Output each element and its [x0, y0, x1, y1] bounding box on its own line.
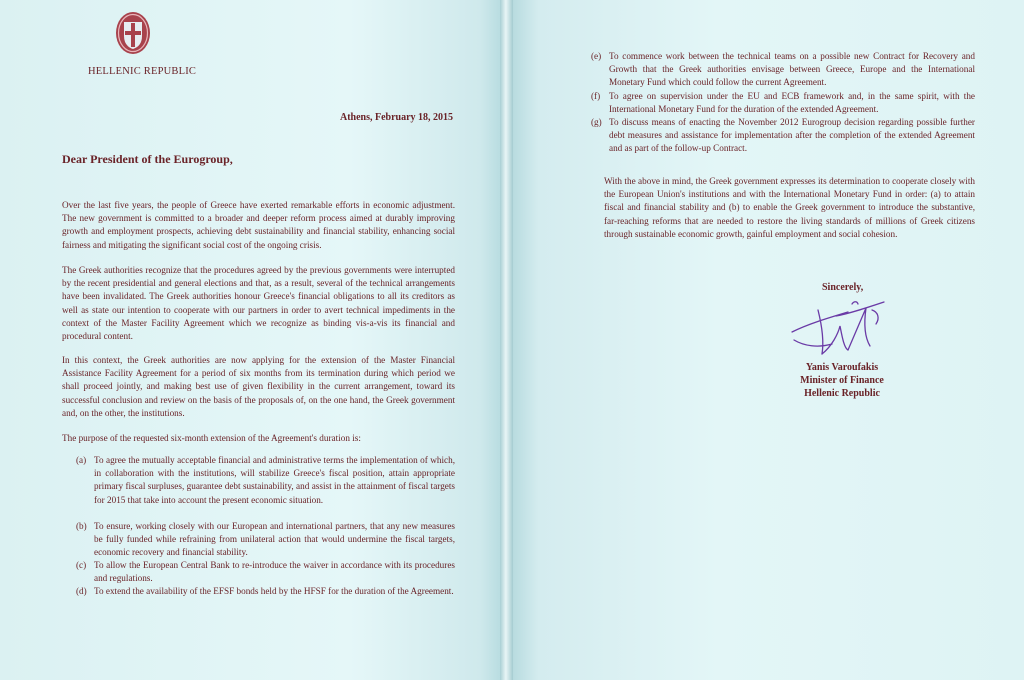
signature-icon	[788, 296, 888, 358]
letter-date: Athens, February 18, 2015	[340, 112, 454, 123]
list-marker: (e)	[591, 51, 602, 61]
list-item-text: To allow the European Central Bank to re-introduce the waiver in accordance with its procedures and regulations.	[94, 560, 455, 584]
signer-name: Yanis Varoufakis	[805, 362, 879, 373]
list-item	[591, 50, 975, 90]
list-item-text: To commence work between the technical teams on a possible new Contract for Recovery and Growth that the Greek authorities envisage between Greece, Europe and the International Monetary Fund which could follow the current Agreement.	[609, 51, 975, 88]
salutation: Dear President of the Eurogroup,	[62, 152, 233, 166]
list-marker: (d)	[76, 586, 87, 596]
list-item-text: To discuss means of enacting the November 2012 Eurogroup decision regarding possible further debt measures and assistance for implementation after the completion of the extended Agreement and as part of the follow-up Contract.	[609, 117, 975, 154]
list-marker: (b)	[76, 521, 87, 531]
list-marker: (g)	[591, 117, 602, 127]
hellenic-seal-icon	[115, 10, 151, 56]
book-spine	[500, 0, 513, 680]
purpose-list-right	[591, 50, 975, 156]
list-item-text: To extend the availability of the EFSF bonds held by the HFSF for the duration of the Agreement.	[94, 586, 454, 596]
list-marker: (a)	[76, 455, 87, 465]
list-item	[591, 116, 975, 156]
list-item	[76, 559, 455, 585]
list-marker: (f)	[591, 91, 601, 101]
paragraph-4: The purpose of the requested six-month extension of the Agreement's duration is:	[62, 433, 361, 443]
signer-block	[786, 361, 898, 400]
list-item-text: To ensure, working closely with our European and international partners, that any new measures be fully funded while refraining from unilateral action that would undermine the fiscal targets, economic recovery and financial stability.	[94, 521, 455, 558]
purpose-list-left	[76, 454, 455, 611]
paragraph-2: The Greek authorities recognize that the procedures agreed by the previous governments were interrupted by the recent presidential and general elections and that, as a result, several of the technical arrangements have been invalidated. The Greek authorities honour Greece's financial obligations to all its creditors as well as state our intention to cooperate with our partners in order to avert technical impediments in the context of the Master Facility Agreement which we recognize as binding vis-a-vis its financial and procedural content.	[62, 265, 455, 342]
list-marker: (c)	[76, 560, 87, 570]
letterhead-republic: HELLENIC REPUBLIC	[88, 66, 197, 77]
signer-title: Minister of Finance	[800, 375, 884, 386]
closing: Sincerely,	[822, 282, 864, 293]
list-item	[76, 585, 455, 611]
paragraph-1: Over the last five years, the people of Greece have exerted remarkable efforts in economic adjustment. The new government is committed to a broader and deeper reform process aimed at durably improving growth and employment prospects, achieving debt sustainability and financial stability, enhancing social fairness and mitigating the significant social cost of the ongoing crisis.	[62, 200, 455, 250]
list-item	[591, 90, 975, 116]
list-item	[76, 520, 455, 559]
list-item	[76, 454, 455, 520]
list-item-text: To agree the mutually acceptable financial and administrative terms the implementation of which, in collaboration with the institutions, will stabilize Greece's fiscal position, attain appropriate primary fiscal surpluses, guarantee debt sustainability, and assist in the attainment of fiscal targets for 2015 that take into account the present economic situation.	[94, 455, 455, 505]
signer-organization: Hellenic Republic	[804, 388, 880, 399]
paragraph-3: In this context, the Greek authorities are now applying for the extension of the Master Financial Assistance Facility Agreement for a period of six months from its termination during which period we shall proceed jointly, and making best use of given flexibility in the current arrangement, toward its successful conclusion and review on the basis of the proposals of, on the one hand, the Greek government and, on the other, the institutions.	[62, 355, 455, 418]
list-item-text: To agree on supervision under the EU and ECB framework and, in the same spirit, with the International Monetary Fund for the duration of the extended Agreement.	[609, 91, 975, 115]
paragraph-5: With the above in mind, the Greek government expresses its determination to cooperate closely with the European Union's institutions and with the International Monetary Fund in order: (a) to attain fiscal and financial stability and (b) to enable the Greek government to introduce the substantive, far-reaching reforms that are needed to restore the living standards of millions of Greek citizens through sustainable economic growth, gainful employment and social cohesion.	[604, 176, 975, 239]
